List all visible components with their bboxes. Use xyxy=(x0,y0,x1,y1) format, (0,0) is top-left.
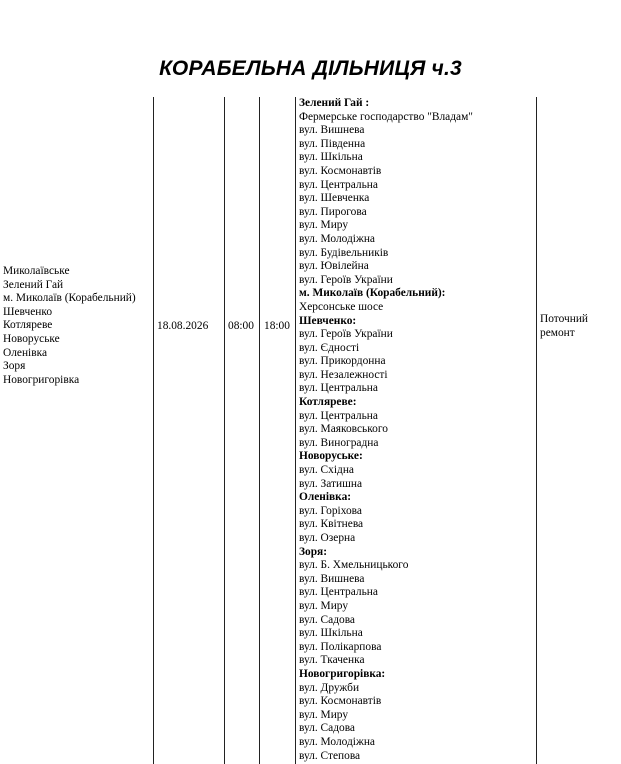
street-item: вул. Полікарпова xyxy=(299,640,382,653)
table-divider xyxy=(153,97,154,764)
street-item: вул. Б. Хмельницького xyxy=(299,559,409,572)
street-item: вул. Східна xyxy=(299,464,354,477)
street-item: вул. Героїв України xyxy=(299,273,393,286)
street-item: вул. Молодіжна xyxy=(299,232,375,245)
street-item: вул. Центральна xyxy=(299,586,378,599)
start-time-cell: 08:00 xyxy=(228,320,254,332)
settlement-header: Оленівка: xyxy=(299,491,352,504)
settlement-name: Шевченко xyxy=(3,305,53,318)
settlement-name: Новогригорівка xyxy=(3,373,80,386)
page-title: КОРАБЕЛЬНА ДІЛЬНИЦЯ ч.3 xyxy=(159,57,462,80)
street-item: вул. Центральна xyxy=(299,178,378,191)
settlement-header: м. Миколаїв (Корабельний): xyxy=(299,287,446,300)
settlement-name: м. Миколаїв (Корабельний) xyxy=(3,292,136,305)
end-time-cell: 18:00 xyxy=(264,320,290,332)
street-item: вул. Ювілейна xyxy=(299,260,369,273)
street-item: вул. Південна xyxy=(299,137,366,150)
table-divider xyxy=(259,97,260,764)
street-item: вул. Горіхова xyxy=(299,504,362,517)
street-item: вул. Космонавтів xyxy=(299,695,382,708)
street-item: вул. Молодіжна xyxy=(299,735,375,748)
street-item: вул. Незалежності xyxy=(299,368,388,381)
reason-cell: Поточний ремонт xyxy=(540,313,589,339)
street-item: вул. Вишнева xyxy=(299,572,365,585)
settlement-header: Зоря: xyxy=(299,545,327,558)
street-item: вул. Шкільна xyxy=(299,627,363,640)
street-item: вул. Квітнева xyxy=(299,518,364,531)
street-item: вул. Миру xyxy=(299,219,349,232)
settlement-name: Оленівка xyxy=(3,346,48,359)
settlement-name: Котляреве xyxy=(3,319,53,332)
street-item: вул. Шевченка xyxy=(299,192,370,205)
table-divider xyxy=(536,97,537,764)
street-item: вул. Космонавтів xyxy=(299,164,382,177)
streets-cell xyxy=(299,97,535,763)
settlement-header: Новогригорівка: xyxy=(299,667,386,680)
street-item: вул. Ткаченка xyxy=(299,654,365,667)
settlement-header: Новоруське: xyxy=(299,450,363,463)
street-item: вул. Маяковського xyxy=(299,423,388,436)
street-item: вул. Центральна xyxy=(299,409,378,422)
date-cell: 18.08.2026 xyxy=(157,320,209,332)
settlement-header: Шевченко: xyxy=(299,314,357,327)
settlement-name: Зоря xyxy=(3,360,26,373)
street-item: вул. Миру xyxy=(299,708,349,721)
street-item: вул. Будівельників xyxy=(299,246,389,259)
settlement-header: Котляреве: xyxy=(299,396,357,409)
settlement-name: Миколаївське xyxy=(3,265,70,277)
street-item: вул. Степова xyxy=(299,749,361,762)
street-item: вул. Єдності xyxy=(299,341,360,354)
street-item: вул. Пирогова xyxy=(299,205,367,218)
settlement-name: Зелений Гай xyxy=(3,278,64,291)
table-divider xyxy=(224,97,225,764)
street-item: вул. Виноградна xyxy=(299,436,379,449)
table-divider xyxy=(295,97,296,764)
street-item: вул. Прикордонна xyxy=(299,355,386,368)
street-item: вул. Центральна xyxy=(299,382,378,395)
street-item: вул. Героїв України xyxy=(299,328,393,341)
street-item: вул. Озерна xyxy=(299,532,356,544)
street-item: вул. Садова xyxy=(299,722,355,735)
settlements-cell xyxy=(3,265,136,387)
settlement-name: Новоруське xyxy=(3,332,60,345)
street-item: вул. Садова xyxy=(299,613,355,626)
street-item: вул. Миру xyxy=(299,599,349,612)
settlement-header: Зелений Гай : xyxy=(299,97,370,109)
street-item: Фермерське господарство "Владам" xyxy=(299,110,473,123)
street-item: Херсонське шосе xyxy=(299,300,384,313)
street-item: вул. Дружби xyxy=(299,681,360,694)
street-item: вул. Затишна xyxy=(299,477,363,490)
street-item: вул. Шкільна xyxy=(299,151,363,164)
street-item: вул. Вишнева xyxy=(299,124,365,137)
